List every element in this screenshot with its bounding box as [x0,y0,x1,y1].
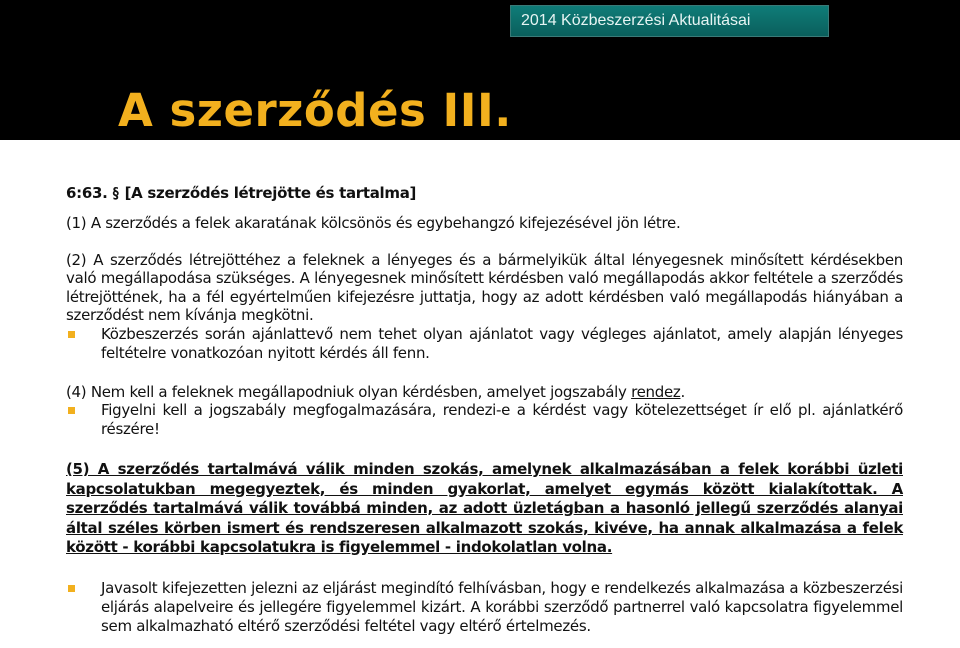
square-bullet-icon [68,407,75,414]
bullet-text-3: Javasolt kifejezetten jelezni az eljárást megindító felhívásban, hogy e rendelkezés alkalmazása a közbeszerzési eljárás alapelveire és jellegére figyelemmel kizárt. A korábbi szerződő partnerrel való kapcsolatra figyelemmel sem alkalmazható eltérő szerződési feltétel vagy eltérő értelmezés. [101,578,903,635]
slide-header [0,0,960,140]
bullet-item-3 [66,579,903,636]
bullet-item-2 [66,401,903,439]
paragraph-1: (1) A szerződés a felek akaratának kölcsönös és egybehangzó kifejezésével jön létre. [66,214,681,232]
section-sign: § [113,184,119,202]
paragraph-5: (5) A szerződés tartalmává válik minden szokás, amelynek alkalmazásában a felek korábbi üzleti kapcsolatukban megegyeztek, és minden gyakorlat, amelyet egymás között kialakítottak. A szerződés tartalmává válik továbbá minden, az adott üzletágban a hasonló jellegű szerződés alanyai által széles körben ismert és rendszeresen alkalmazott szokás, kivéve, ha annak alkalmazása a felek között - korábbi kapcsolatukra is figyelemmel - indokolatlan volna. [66,460,903,556]
section-number: 6:63. [66,184,108,202]
bullet-item-1 [66,325,903,363]
paragraph-4-end: . [680,382,685,401]
section-title: [A szerződés létrejötte és tartalma] [124,184,417,202]
course-badge: 2014 Közbeszerzési Aktualitásai [510,5,829,37]
paragraph-4-link[interactable]: rendez [631,382,681,401]
bullet-text-2: Figyelni kell a jogszabály megfogalmazására, rendezi-e a kérdést vagy kötelezettséget ír elő pl. ajánlatkérő részére! [101,401,903,438]
slide-title: A szerződés III. [118,84,512,137]
paragraph-4-text: (4) Nem kell a feleknek megállapodniuk olyan kérdésben, amelyet jogszabály [66,382,627,401]
section-heading [66,181,903,205]
paragraph-4 [66,383,903,402]
square-bullet-icon [68,585,75,592]
paragraph-2: (2) A szerződés létrejöttéhez a feleknek a lényeges és a bármelyikük által lényegesnek minősített kérdésekben való megállapodása szükséges. A lényegesnek minősített kérdésben való megállapodás akkor feltétele a szerződés létrejöttének, ha a fél egyértelműen kifejezésre juttatja, hogy az adott kérdésben való megállapodás hiányában a szerződést nem kívánja megkötni. [66,250,903,324]
square-bullet-icon [68,331,75,338]
bullet-text-1: Közbeszerzés során ajánlattevő nem tehet olyan ajánlatot vagy végleges ajánlatot, amely alapján lényeges feltételre vonatkozóan nyitott kérdés áll fenn. [101,324,903,362]
slide-content [66,181,903,636]
